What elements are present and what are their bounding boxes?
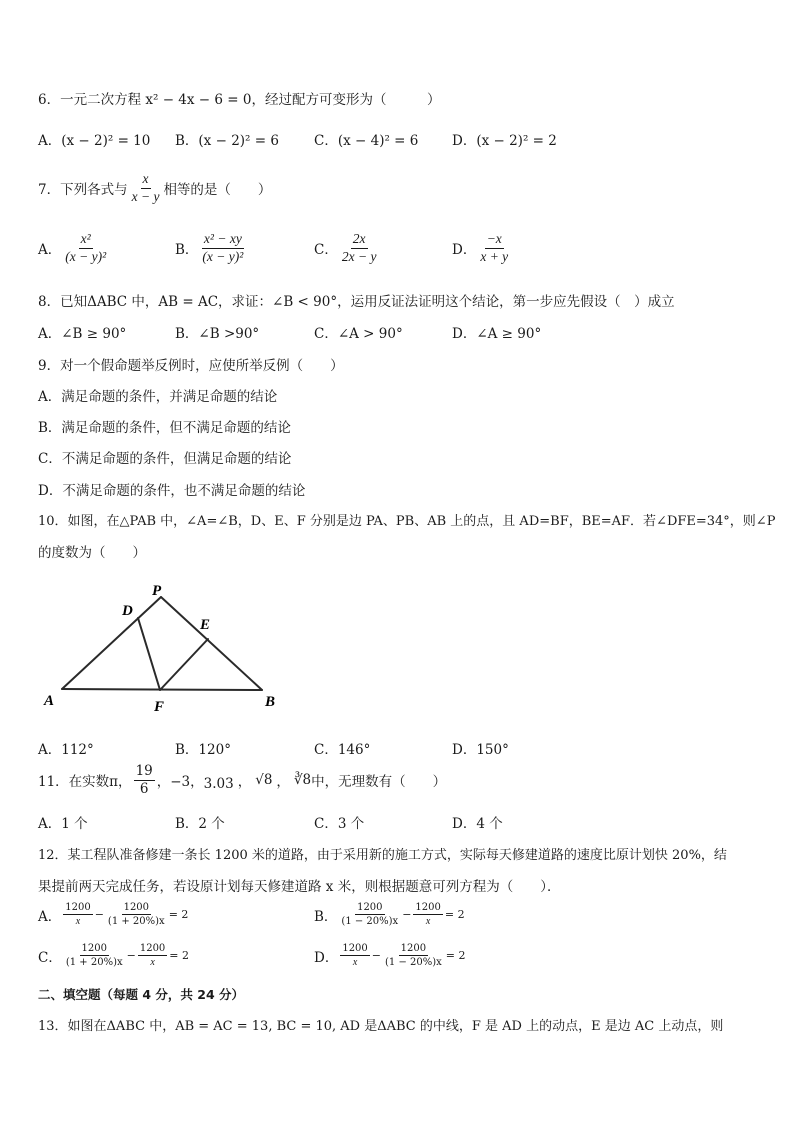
- q7-stem-numerator: x: [141, 172, 151, 189]
- q12-d-label: D．: [314, 949, 339, 966]
- q7-stem-denominator: x − y: [131, 188, 160, 204]
- q12-option-b: B． $\frac{1200}{(1 - 20\%)x}$ − $\frac{1200}{x}$ = 2: [314, 902, 465, 927]
- segment-ef: [160, 639, 208, 690]
- label-b: B: [265, 694, 276, 710]
- q7-a-numerator: x²: [79, 232, 93, 249]
- q7-option-a: [38, 232, 110, 265]
- q12-option-c: C． $\frac{1200}{(1 + 20\%)x}$ − $\frac{1200}{x}$ = 2: [38, 943, 190, 968]
- q7-a-fraction: [63, 232, 108, 265]
- q11-stem-pre: 11．在实数π，: [38, 774, 132, 791]
- q12-option-d: D． $\frac{1200}{x}$ − $\frac{1200}{(1 - 20\%)x}$ = 2: [314, 943, 466, 968]
- q11-option-c: C．3 个: [314, 816, 365, 832]
- q12-a-fraction-1: [63, 902, 92, 927]
- q12-a-num2: 1200: [123, 902, 150, 913]
- q12-b-label: B．: [314, 908, 338, 925]
- q12-a-den1: x: [75, 916, 81, 927]
- label-e: E: [200, 617, 211, 633]
- q12-a-label: A．: [38, 908, 62, 925]
- q7-stem: [38, 172, 271, 205]
- q7-a-label: A．: [38, 242, 62, 259]
- q12-c-num2: 1200: [139, 943, 166, 954]
- q8-option-c: C．∠A > 90°: [314, 326, 403, 342]
- q11-numerator: 19: [135, 763, 153, 779]
- q12-b-rhs: = 2: [444, 908, 465, 921]
- q7-stem-post: 相等的是（ ）: [163, 182, 272, 199]
- q6-stem: 6．一元二次方程 x² − 4x − 6 = 0，经过配方可变形为（ ）: [38, 92, 441, 108]
- label-d: D: [122, 603, 133, 619]
- q6-option-d: D．(x − 2)² = 2: [452, 133, 557, 149]
- q12-stem-line1: 12．某工程队准备修建一条长 1200 米的道路，由于采用新的施工方式，实际每天修建道路的速度比原计划快 20%，结: [38, 848, 727, 863]
- q12-option-a: A． $\frac{1200}{x}$ − $\frac{1200}{(1 + 20\%)x}$ = 2: [38, 902, 189, 927]
- q10-option-a: A．112°: [38, 742, 94, 758]
- q7-c-fraction: [340, 232, 379, 265]
- q7-d-label: D．: [452, 242, 477, 259]
- q7-c-numerator: 2x: [351, 232, 368, 249]
- label-f: F: [154, 699, 165, 715]
- q12-a-num1: 1200: [65, 902, 91, 913]
- q12-stem-line2: 果提前两天完成任务，若设原计划每天修建道路 x 米，则根据题意可列方程为（ ）．: [38, 879, 561, 895]
- section-heading: 二、填空题（每题 4 分，共 24 分）: [38, 987, 245, 1002]
- q11-repeating-decimal: 3.03: [203, 776, 234, 793]
- q7-stem-pre: 7．下列各式与: [38, 182, 128, 199]
- q12-d-fraction-1: [340, 943, 369, 968]
- q8-option-d: D．∠A ≥ 90°: [452, 326, 542, 342]
- q6-option-b: B．(x − 2)² = 6: [175, 133, 279, 149]
- q12-c-den1: (1 + 20%)x: [65, 957, 123, 968]
- q7-b-denominator: (x − y)²: [202, 248, 244, 264]
- q12-d-rhs: = 2: [445, 949, 466, 962]
- q6-option-a: A．(x − 2)² = 10: [38, 133, 151, 149]
- q12-d-num2: 1200: [400, 943, 427, 954]
- q11-fraction: [134, 764, 155, 797]
- q8-option-b: B．∠B >90°: [175, 326, 260, 342]
- q10-triangle-figure: [38, 575, 288, 715]
- segment-df: [138, 618, 160, 690]
- q7-option-b: [175, 232, 247, 265]
- q7-b-fraction: [200, 232, 245, 265]
- q10-option-c: C．146°: [314, 742, 371, 758]
- q12-b-fraction-2: [413, 902, 442, 927]
- q8-option-a: A．∠B ≥ 90°: [38, 326, 127, 342]
- q7-d-numerator: −x: [485, 232, 504, 249]
- q12-b-fraction-1: [339, 902, 400, 927]
- q7-a-denominator: (x − y)²: [65, 248, 107, 264]
- q7-stem-fraction: [130, 172, 162, 205]
- q12-b-num1: 1200: [357, 902, 383, 913]
- q12-a-fraction-2: [106, 902, 167, 927]
- q6-option-c: C．(x − 4)² = 6: [314, 133, 419, 149]
- q10-option-d: D．150°: [452, 742, 509, 758]
- q12-c-den2: x: [150, 957, 155, 968]
- q11-option-a: A．1 个: [38, 816, 88, 832]
- segment-pb: [161, 597, 262, 690]
- q10-option-b: B．120°: [175, 742, 231, 758]
- q10-stem-line2: 的度数为（ ）: [38, 545, 146, 561]
- q11-stem: 11．在实数π， $\frac{19}{6}$ ，−3， 3.03 ， √8 ， ∛8 中，无理数有（ ）: [38, 763, 447, 797]
- q9-option-a: A．满足命题的条件，并满足命题的结论: [38, 389, 278, 405]
- q13-stem: 13．如图在ΔABC 中，AB = AC = 13, BC = 10, AD 是ΔABC 的中线，F 是 AD 上的动点，E 是边 AC 上动点，则: [38, 1019, 724, 1034]
- q12-d-den1: x: [352, 957, 358, 968]
- q11-stem-post: 中，无理数有（ ）: [311, 774, 447, 791]
- q12-d-fraction-2: [383, 943, 444, 968]
- q7-c-denominator: 2x − y: [341, 248, 377, 264]
- label-a: A: [44, 693, 55, 709]
- q12-c-fraction-2: [138, 943, 167, 968]
- q7-d-fraction: [478, 232, 510, 265]
- q9-option-c: C．不满足命题的条件，但满足命题的结论: [38, 451, 292, 467]
- q7-b-numerator: x² − xy: [202, 232, 244, 249]
- q12-b-num2: 1200: [415, 902, 441, 913]
- q12-c-rhs: = 2: [169, 949, 190, 962]
- q7-b-label: B．: [175, 242, 199, 259]
- q12-c-label: C．: [38, 949, 62, 966]
- q12-d-den2: (1 − 20%)x: [385, 957, 442, 968]
- q7-option-d: [452, 232, 512, 265]
- q12-b-den1: (1 − 20%)x: [341, 916, 399, 927]
- q11-option-b: B．2 个: [175, 816, 225, 832]
- q9-stem: 9．对一个假命题举反例时，应使所举反例（ ）: [38, 358, 344, 374]
- q12-c-num1: 1200: [81, 943, 107, 954]
- q11-sqrt8: √8: [255, 772, 273, 789]
- q12-c-fraction-1: [64, 943, 125, 968]
- q12-b-den2: x: [425, 916, 431, 927]
- q12-a-den2: (1 + 20%)x: [107, 916, 165, 927]
- q7-d-denominator: x + y: [480, 248, 509, 264]
- label-p: P: [152, 583, 162, 599]
- q9-option-b: B．满足命题的条件，但不满足命题的结论: [38, 420, 291, 436]
- q7-option-c: [314, 232, 380, 265]
- q10-stem-line1: 10．如图，在△PAB 中，∠A=∠B，D、E、F 分别是边 PA、PB、AB 上的点，且 AD=BF，BE=AF．若∠DFE=34°，则∠P: [38, 514, 776, 529]
- q7-c-label: C．: [314, 242, 338, 259]
- q11-stem-mid: ，−3，: [156, 774, 204, 791]
- q8-stem: 8．已知ΔABC 中，AB = AC，求证：∠B < 90°，运用反证法证明这个结论，第一步应先假设（ ）成立: [38, 294, 675, 310]
- q11-option-d: D．4 个: [452, 816, 503, 832]
- q11-cbrt8: ∛8: [293, 772, 312, 789]
- q11-denominator: 6: [139, 780, 149, 797]
- q12-a-rhs: = 2: [168, 908, 189, 921]
- q12-d-num1: 1200: [342, 943, 368, 954]
- q9-option-d: D．不满足命题的条件，也不满足命题的结论: [38, 483, 306, 499]
